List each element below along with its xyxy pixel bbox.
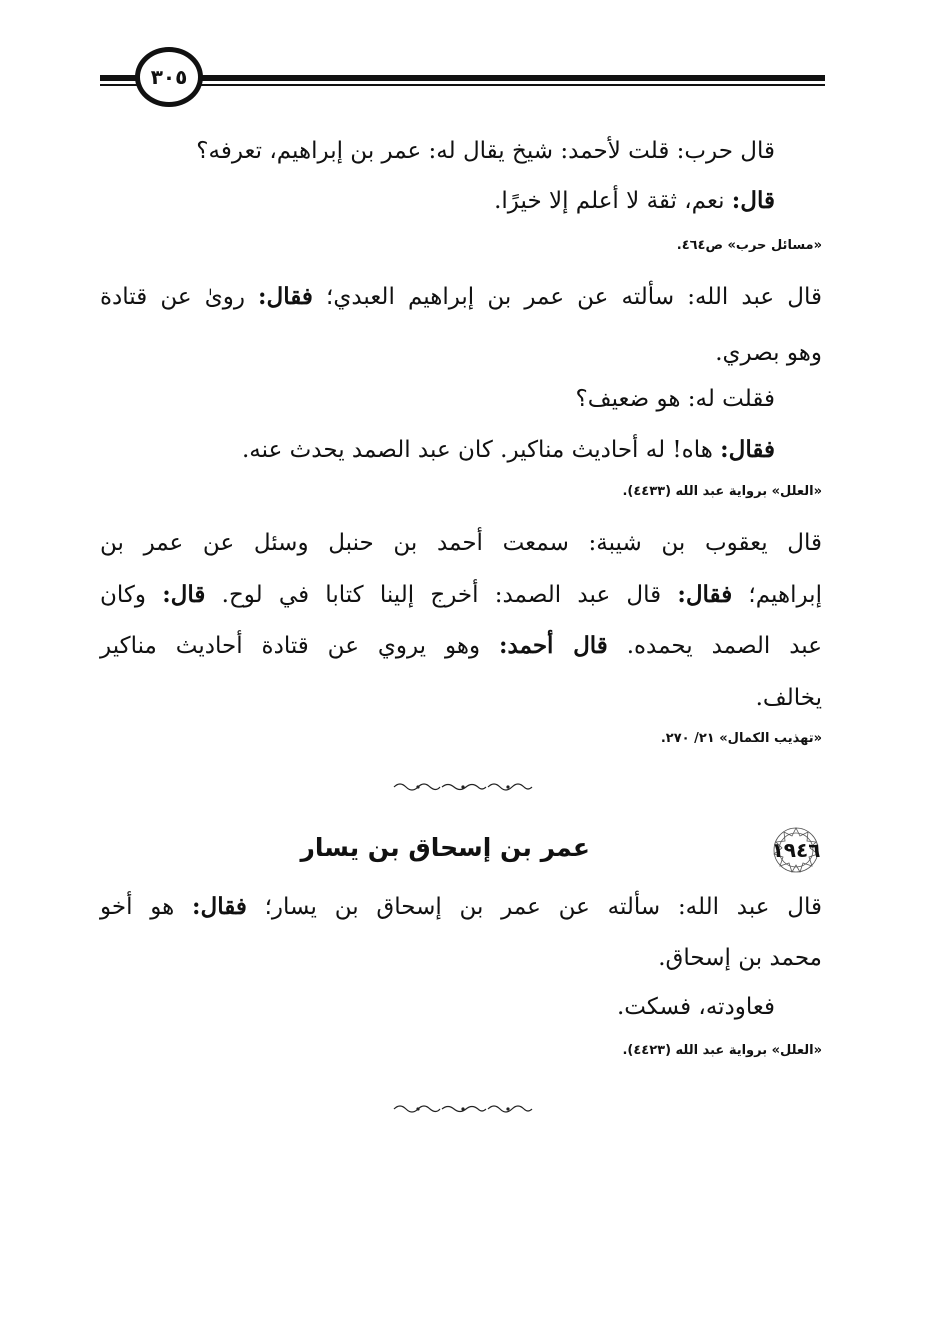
- paragraph-line: [100, 892, 822, 922]
- paragraph-line: [100, 282, 822, 312]
- entry-number: ١٩٤٦: [771, 838, 821, 862]
- entry-number-badge: [770, 826, 822, 874]
- paragraph-line: فقلت له: هو ضعيف؟: [575, 386, 775, 412]
- paragraph-text: هو أخو: [100, 894, 193, 920]
- paragraph-text: وهو يروي عن قتادة أحاديث مناكير: [100, 633, 499, 659]
- paragraph-text: قال عبد الله: سألته عن عمر بن إسحاق بن يسار؛: [246, 894, 822, 920]
- paragraph-text: عبد الصمد يحمده.: [607, 633, 822, 659]
- page-number: ٣٠٥: [135, 47, 203, 107]
- speaker-label: قال أحمد:: [498, 632, 608, 659]
- header-rule-thin: [150, 84, 825, 86]
- speaker-label: فقال:: [258, 283, 313, 310]
- ornament-divider: [392, 1103, 534, 1115]
- paragraph-line: [100, 580, 822, 610]
- citation: «تهذيب الكمال» ٢١/ ٢٧٠.: [660, 731, 822, 746]
- speaker-label: فقال:: [720, 436, 775, 463]
- paragraph-line: قال حرب: قلت لأحمد: شيخ يقال له: عمر بن إبراهيم، تعرفه؟: [196, 138, 775, 164]
- paragraph-line: [242, 435, 775, 465]
- speaker-label: قال:: [162, 581, 206, 608]
- paragraph-line: قال يعقوب بن شيبة: سمعت أحمد بن حنبل وسئل عن عمر بن: [100, 530, 822, 556]
- paragraph-line: محمد بن إسحاق.: [658, 945, 822, 971]
- paragraph-line: [494, 186, 775, 216]
- paragraph-line: [100, 631, 822, 661]
- entry-title: عمر بن إسحاق بن يسار: [300, 833, 590, 862]
- paragraph-line: وهو بصري.: [715, 340, 822, 366]
- header-rule-thick: [150, 75, 825, 81]
- paragraph-text: وكان: [100, 582, 163, 608]
- paragraph-text: نعم، ثقة لا أعلم إلا خيرًا.: [494, 188, 732, 214]
- citation: «مسائل حرب» ص٤٦٤.: [676, 238, 822, 253]
- paragraph-line: يخالف.: [755, 685, 822, 711]
- paragraph-text: قال عبد الله: سألته عن عمر بن إبراهيم العبدي؛: [312, 284, 822, 310]
- paragraph-text: قال عبد الصمد: أخرج إلينا كتابا في لوح.: [205, 582, 678, 608]
- citation: «العلل» برواية عبد الله (٤٤٣٣).: [622, 484, 822, 499]
- speaker-label: فقال:: [192, 893, 247, 920]
- paragraph-text: هاه! له أحاديث مناكير. كان عبد الصمد يحدث عنه.: [242, 437, 721, 463]
- speaker-label: قال:: [731, 187, 775, 214]
- speaker-label: فقال:: [677, 581, 733, 608]
- paragraph-text: روىٰ عن قتادة: [100, 284, 259, 310]
- ornament-divider: [392, 781, 534, 793]
- citation: «العلل» برواية عبد الله (٤٤٢٣).: [622, 1043, 822, 1058]
- paragraph-text: إبراهيم؛: [732, 582, 822, 608]
- page-header: [100, 45, 825, 107]
- paragraph-line: فعاودته، فسكت.: [616, 994, 775, 1020]
